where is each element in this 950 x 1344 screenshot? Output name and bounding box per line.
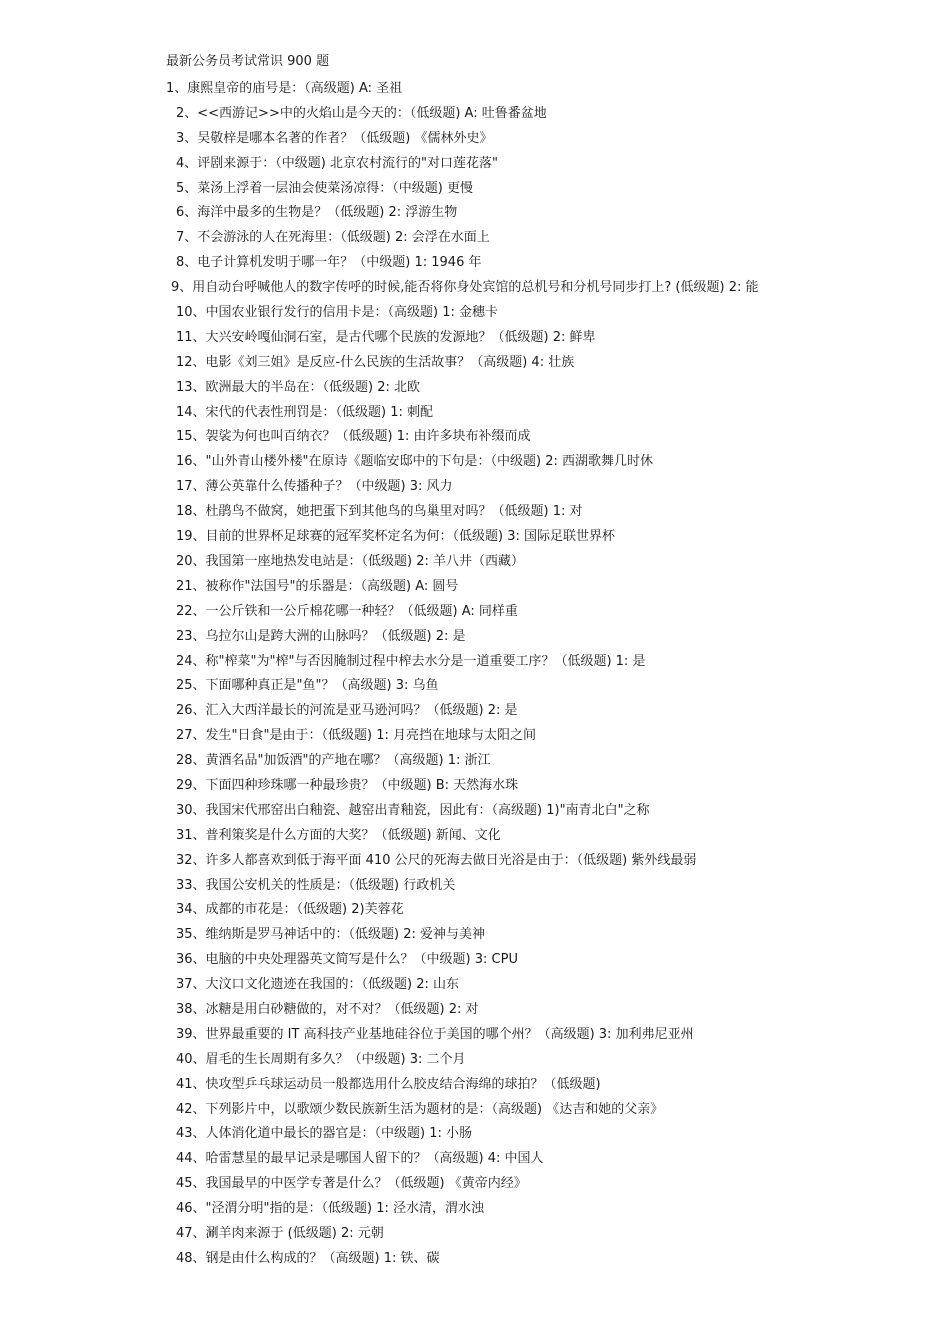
- question-item: 29、下面四种珍珠哪一种最珍贵？（中级题) B: 天然海水珠: [176, 777, 519, 793]
- question-item: 9、用自动台呼喊他人的数字传呼的时候,能否将你身处宾馆的总机号和分机号同步打上? (低级题) 2: 能: [171, 280, 759, 296]
- question-item: 15、袈裟为何也叫百纳衣？（低级题) 1: 由许多块布补缀而成: [176, 429, 531, 445]
- question-item: 48、钢是由什么构成的？（高级题) 1: 铁、碳: [176, 1250, 440, 1266]
- question-item: 10、中国农业银行发行的信用卡是：（高级题) 1: 金穗卡: [176, 305, 499, 321]
- question-item: 37、大汶口文化遗迹在我国的：（低级题) 2: 山东: [176, 977, 460, 993]
- question-item: 34、成都的市花是：（低级题) 2)芙蓉花: [176, 902, 404, 918]
- question-item: 26、汇入大西洋最长的河流是亚马逊河吗？（低级题) 2: 是: [176, 703, 518, 719]
- question-item: 39、世界最重要的 IT 高科技产业基地硅谷位于美国的哪个州？（高级题) 3: 加利弗尼亚州: [176, 1026, 694, 1042]
- question-item: 13、欧洲最大的半岛在：（低级题) 2: 北欧: [176, 379, 421, 395]
- question-item: 22、一公斤铁和一公斤棉花哪一种轻？（低级题) A: 同样重: [176, 603, 518, 619]
- question-item: 45、我国最早的中医学专著是什么？（低级题) 《黄帝内经》: [176, 1176, 527, 1192]
- question-item: 12、电影《刘三姐》是反应-什么民族的生活故事？（高级题) 4: 壮族: [176, 354, 575, 370]
- question-item: 11、大兴安岭嘎仙洞石室，是古代哪个民族的发源地？（低级题) 2: 鲜卑: [176, 329, 596, 345]
- question-item: 31、普利策奖是什么方面的大奖？（低级题) 新闻、文化: [176, 827, 501, 843]
- question-item: 8、电子计算机发明于哪一年？（中级题) 1: 1946 年: [176, 255, 482, 271]
- question-item: 30、我国宋代邢窑出白釉瓷、越窑出青釉瓷，因此有：（高级题) 1)"南青北白"之称: [176, 802, 650, 818]
- question-item: 5、菜汤上浮着一层油会使菜汤凉得：（中级题) 更慢: [176, 180, 473, 196]
- question-item: 19、目前的世界杯足球赛的冠军奖杯定名为何：（低级题) 3: 国际足联世界杯: [176, 529, 616, 545]
- question-item: 40、眉毛的生长周期有多久？（中级题) 3: 二个月: [176, 1051, 466, 1067]
- question-item: 14、宋代的代表性刑罚是：（低级题) 1: 刺配: [176, 404, 434, 420]
- question-item: 36、电脑的中央处理器英文简写是什么？（中级题) 3: CPU: [176, 952, 518, 968]
- question-item: 16、"山外青山楼外楼"在原诗《题临安邸中的下句是：（中级题) 2: 西湖歌舞几时休: [176, 454, 653, 470]
- question-item: 20、我国第一座地热发电站是：（低级题) 2: 羊八井（西藏）: [176, 553, 525, 569]
- question-item: 41、快攻型乒乓球运动员一般都选用什么胶皮结合海绵的球拍？（低级题): [176, 1076, 601, 1092]
- question-item: 2、<<西游记>>中的火焰山是今天的：（低级题) A: 吐鲁番盆地: [176, 105, 547, 121]
- question-item: 32、许多人都喜欢到低于海平面 410 公尺的死海去做日光浴是由于：（低级题) 紫外线最弱: [176, 852, 697, 868]
- question-item: 47、涮羊肉来源于 (低级题) 2: 元朝: [176, 1225, 384, 1241]
- question-item: 4、评剧来源于：（中级题) 北京农村流行的"对口莲花落": [176, 155, 498, 171]
- question-item: 27、发生"日食"是由于：（低级题) 1: 月亮挡在地球与太阳之间: [176, 728, 536, 744]
- question-item: 23、乌拉尔山是跨大洲的山脉吗？（低级题) 2: 是: [176, 628, 466, 644]
- question-item: 33、我国公安机关的性质是：（低级题) 行政机关: [176, 877, 456, 893]
- question-item: 28、黄酒名品"加饭酒"的产地在哪？（高级题) 1: 浙江: [176, 753, 491, 769]
- question-item: 38、冰糖是用白砂糖做的，对不对？（低级题) 2: 对: [176, 1001, 479, 1017]
- question-item: 6、海洋中最多的生物是？（低级题) 2: 浮游生物: [176, 205, 458, 221]
- question-item: 43、人体消化道中最长的器官是：（中级题) 1: 小肠: [176, 1126, 473, 1142]
- question-item: 7、不会游泳的人在死海里：（低级题) 2: 会浮在水面上: [176, 230, 490, 246]
- question-item: 1、康熙皇帝的庙号是：（高级题) A: 圣祖: [166, 81, 403, 96]
- question-item: 17、薄公英靠什么传播种子？（中级题) 3: 风力: [176, 479, 453, 495]
- document-title: 最新公务员考试常识 900 题: [166, 54, 330, 69]
- question-item: 3、吴敬梓是哪本名著的作者？（低级题) 《儒林外史》: [176, 130, 493, 146]
- question-item: 18、杜鹃鸟不做窝，她把蛋下到其他鸟的鸟巢里对吗？（低级题) 1: 对: [176, 504, 583, 520]
- question-item: 25、下面哪种真正是"鱼"？（高级题) 3: 乌鱼: [176, 678, 439, 694]
- question-item: 35、维纳斯是罗马神话中的：（低级题) 2: 爱神与美神: [176, 927, 486, 943]
- question-item: 42、下列影片中，以歌颂少数民族新生活为题材的是：（高级题) 《达吉和她的父亲》: [176, 1101, 664, 1117]
- question-item: 21、被称作"法国号"的乐器是：（高级题) A: 圆号: [176, 578, 459, 594]
- question-item: 24、称"榨菜"为"榨"与否因腌制过程中榨去水分是一道重要工序？（低级题) 1: 是: [176, 653, 646, 669]
- question-item: 44、哈雷慧星的最早记录是哪国人留下的？（高级题) 4: 中国人: [176, 1151, 544, 1167]
- question-list: [0, 77, 950, 1272]
- question-item: 46、"泾渭分明"指的是：（低级题) 1: 泾水清，渭水浊: [176, 1201, 484, 1217]
